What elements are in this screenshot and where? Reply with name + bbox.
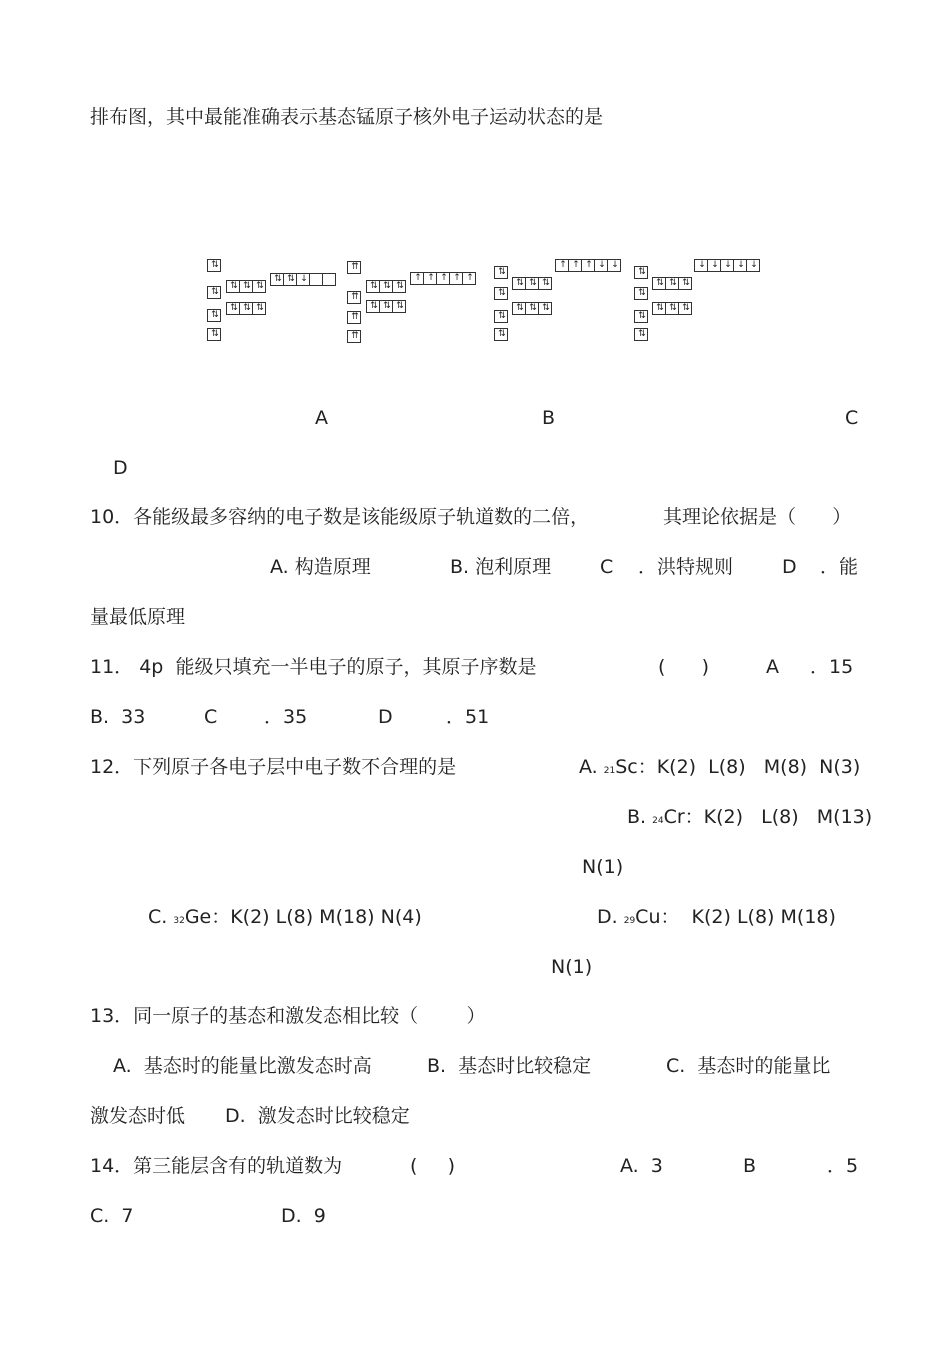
diagram-b-3d — [410, 272, 475, 285]
q12-stem: 12．下列原子各电子层中电子数不合理的是 — [90, 756, 457, 778]
q11-paren: ( ) — [658, 656, 710, 678]
q10-stem: 10．各能级最多容纳的电子数是该能级原子轨道数的二倍， — [90, 506, 590, 528]
label-a: A — [315, 407, 328, 429]
diagram-b-2s — [347, 291, 360, 304]
q10-option-a: A. 构造原理 — [270, 556, 371, 578]
diagram-a-2p — [226, 280, 265, 293]
orbital-box: ⇅ — [283, 273, 297, 286]
orbital-box: ⇅ — [252, 302, 266, 315]
orbital-box: ⇅ — [494, 287, 508, 300]
q11-option-c: ．35 — [264, 706, 308, 728]
orbital-box: ⇅ — [207, 328, 221, 341]
q14-option-b-letter: B — [743, 1155, 757, 1177]
orbital-box: ⇅ — [494, 310, 508, 323]
orbital-box: ⇅ — [525, 277, 539, 290]
orbital-box: ⇅ — [270, 273, 284, 286]
orbital-box: ⇅ — [252, 280, 266, 293]
diagram-a-4s — [207, 328, 220, 341]
diagram-c-4s — [494, 328, 507, 341]
q11-stem: 11． 4p 能级只填充一半电子的原子，其原子序数是 — [90, 656, 537, 678]
orbital-box: ↓ — [746, 259, 760, 272]
q10-stem-tail: 其理论依据是（ ） — [663, 506, 852, 528]
orbital-box: ⇅ — [207, 286, 221, 299]
q14-option-d: D. 9 — [281, 1205, 326, 1227]
q11-option-d: ．51 — [446, 706, 490, 728]
orbital-box: ↑ — [555, 259, 569, 272]
orbital-box: ↑ — [449, 272, 463, 285]
orbital-box: ⇅ — [392, 280, 406, 293]
q11-option-b: B. 33 — [90, 706, 146, 728]
q10-option-b: B. 泡利原理 — [450, 556, 552, 578]
orbital-box: ↑ — [568, 259, 582, 272]
q11-option-c-letter: C — [204, 706, 218, 728]
orbital-box: ⇅ — [366, 300, 380, 313]
diagram-b-3s — [347, 311, 360, 324]
q13-option-d: D. 激发态时比较稳定 — [225, 1105, 410, 1127]
diagram-b-3p — [366, 300, 405, 313]
diagram-a-3p — [226, 302, 265, 315]
q12-option-c: C. 32Ge：K(2) L(8) M(18) N(4) — [148, 906, 422, 928]
q12-option-d: D. 29Cu： K(2) L(8) M(18) — [597, 906, 836, 928]
q10-option-d-cont: 量最低原理 — [90, 606, 186, 628]
diagram-c-3p — [512, 302, 551, 315]
diagram-d-2p — [652, 277, 691, 290]
orbital-box: ↓ — [296, 273, 310, 286]
orbital-box: ⇅ — [379, 280, 393, 293]
q12-option-d-cont: N(1) — [551, 956, 593, 978]
orbital-box: ⇅ — [366, 280, 380, 293]
orbital-box: ⇅ — [239, 302, 253, 315]
diagram-d-3s — [634, 310, 647, 323]
orbital-box: ⇅ — [634, 287, 648, 300]
orbital-box: ⇅ — [665, 277, 679, 290]
label-d: D — [113, 457, 128, 479]
orbital-box: ⇅ — [525, 302, 539, 315]
orbital-box: ⇈ — [347, 261, 361, 274]
label-b: B — [542, 407, 556, 429]
q13-option-c-cont: 激发态时低 — [90, 1105, 186, 1127]
q10-option-c: ．洪特规则 — [638, 556, 734, 578]
diagram-b-4s — [347, 330, 360, 343]
q10-option-d-letter: D — [782, 556, 797, 578]
q13-option-a: A. 基态时的能量比激发态时高 — [113, 1055, 372, 1077]
diagram-d-1s — [634, 266, 647, 279]
orbital-box: ⇅ — [665, 302, 679, 315]
diagram-c-3d — [555, 259, 620, 272]
orbital-box: ⇅ — [239, 280, 253, 293]
q14-paren: ( ) — [410, 1155, 456, 1177]
q12-option-b: B. 24Cr：K(2) L(8) M(13) — [627, 806, 873, 828]
orbital-box: ↓ — [707, 259, 721, 272]
orbital-box: ⇈ — [347, 311, 361, 324]
diagram-d-3d — [694, 259, 759, 272]
orbital-box: ⇅ — [678, 277, 692, 290]
q13-stem: 13．同一原子的基态和激发态相比较（ ） — [90, 1005, 486, 1027]
q14-option-a: A. 3 — [620, 1155, 663, 1177]
q14-option-b: ．5 — [827, 1155, 859, 1177]
orbital-box: ↑ — [462, 272, 476, 285]
q11-option-d-letter: D — [378, 706, 393, 728]
orbital-box: ⇅ — [538, 302, 552, 315]
diagram-a-1s — [207, 259, 220, 272]
orbital-box: ⇈ — [347, 291, 361, 304]
q14-option-c: C. 7 — [90, 1205, 134, 1227]
orbital-box: ⇅ — [678, 302, 692, 315]
orbital-box: ⇅ — [392, 300, 406, 313]
orbital-box: ⇅ — [494, 328, 508, 341]
orbital-box: ⇅ — [652, 302, 666, 315]
q10-option-c-letter: C — [600, 556, 614, 578]
orbital-box: ⇅ — [652, 277, 666, 290]
diagram-c-3s — [494, 310, 507, 323]
diagram-d-4s — [634, 328, 647, 341]
orbital-box: ⇅ — [207, 309, 221, 322]
orbital-box: ↑ — [423, 272, 437, 285]
orbital-box: ⇅ — [512, 302, 526, 315]
orbital-box: ↑ — [410, 272, 424, 285]
orbital-box: ↑ — [436, 272, 450, 285]
q13-option-b: B. 基态时比较稳定 — [427, 1055, 592, 1077]
orbital-box: ↑ — [581, 259, 595, 272]
orbital-box: ⇅ — [226, 280, 240, 293]
orbital-box: ⇅ — [634, 266, 648, 279]
intro-text: 排布图，其中最能准确表示基态锰原子核外电子运动状态的是 — [90, 106, 604, 128]
orbital-box: ⇅ — [634, 328, 648, 341]
orbital-box: ↓ — [594, 259, 608, 272]
orbital-box: ⇅ — [512, 277, 526, 290]
orbital-box: ⇅ — [538, 277, 552, 290]
orbital-box — [322, 273, 336, 286]
orbital-box: ⇅ — [634, 310, 648, 323]
diagram-d-2s — [634, 287, 647, 300]
q10-option-d: ．能 — [820, 556, 859, 578]
diagram-a-2s — [207, 286, 220, 299]
diagram-c-1s — [494, 266, 507, 279]
q11-option-a: ．15 — [810, 656, 854, 678]
q12-option-a: A. 21Sc：K(2) L(8) M(8) N(3) — [579, 756, 861, 778]
orbital-box: ↓ — [720, 259, 734, 272]
diagram-c-2s — [494, 287, 507, 300]
diagram-d-3p — [652, 302, 691, 315]
diagram-b-2p — [366, 280, 405, 293]
orbital-box: ⇅ — [379, 300, 393, 313]
q13-option-c: C. 基态时的能量比 — [666, 1055, 831, 1077]
orbital-box: ⇅ — [207, 259, 221, 272]
q12-option-b-cont: N(1) — [582, 856, 624, 878]
diagram-b-1s — [347, 261, 360, 274]
orbital-box: ↓ — [694, 259, 708, 272]
orbital-box: ↓ — [733, 259, 747, 272]
diagram-a-3d — [270, 273, 335, 286]
diagram-c-2p — [512, 277, 551, 290]
orbital-box: ↓ — [607, 259, 621, 272]
orbital-box: ⇅ — [494, 266, 508, 279]
orbital-box: ⇅ — [226, 302, 240, 315]
orbital-box — [309, 273, 323, 286]
q11-option-a-letter: A — [766, 656, 779, 678]
diagram-a-3s — [207, 309, 220, 322]
label-c: C — [845, 407, 859, 429]
orbital-box: ⇈ — [347, 330, 361, 343]
q14-stem: 14．第三能层含有的轨道数为 — [90, 1155, 343, 1177]
